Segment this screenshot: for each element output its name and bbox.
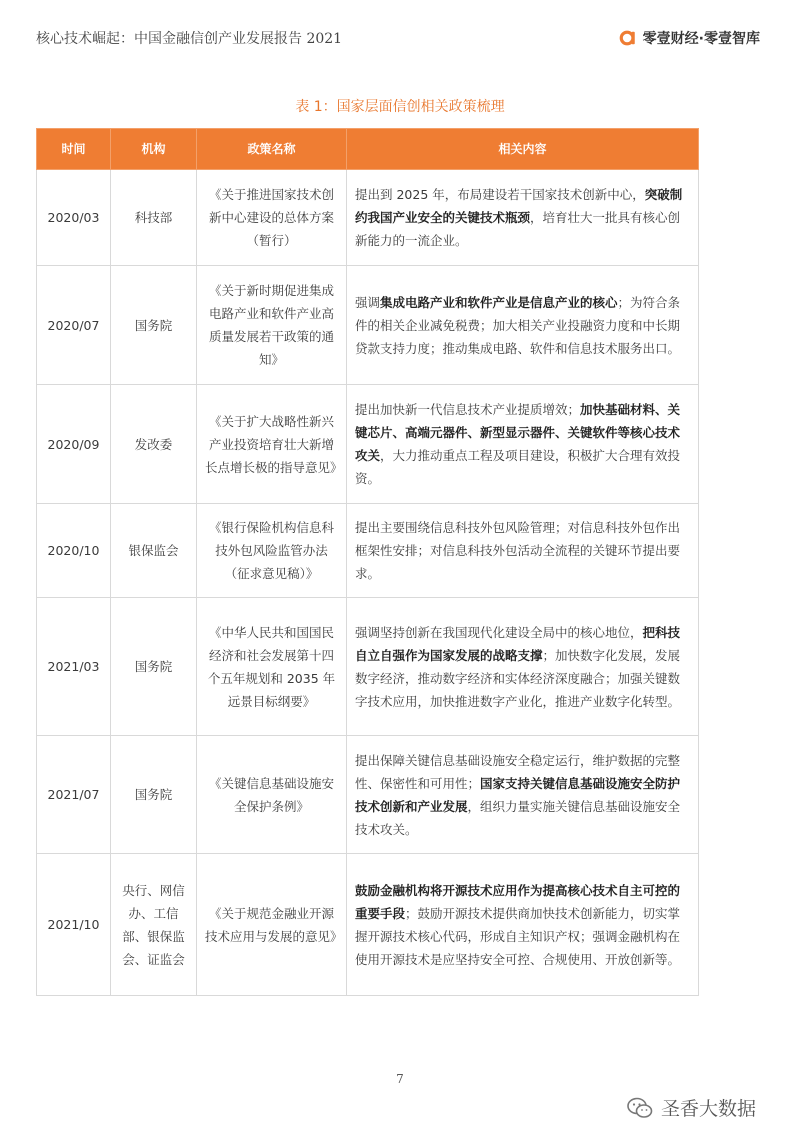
table-row — [37, 266, 699, 385]
content-highlight: 鼓励金融机构将开源技术应用作为提高核心技术自主可控的重要手段 — [355, 882, 681, 921]
page-header — [36, 18, 760, 58]
table-row — [37, 385, 699, 504]
content-text: 提出保障关键信息基础设施安全稳定运行，维护数据的完整性、保密性和可用性； — [355, 752, 681, 791]
cell-content — [347, 385, 699, 504]
page-number: 7 — [396, 1072, 404, 1086]
cell-org: 国务院 — [111, 736, 197, 854]
cell-time: 2021/07 — [37, 736, 111, 854]
cell-time: 2020/07 — [37, 266, 111, 385]
cell-content — [347, 170, 699, 266]
column-header-org: 机构 — [111, 129, 197, 170]
table-row — [37, 504, 699, 598]
column-header-time: 时间 — [37, 129, 111, 170]
content-highlight: 突破制约我国产业安全的关键技术瓶颈 — [355, 187, 683, 225]
brand-name: 零壹财经·零壹智库 — [642, 31, 760, 47]
content-text: 提出到 2025 年，布局建设若干国家技术创新中心， — [355, 187, 645, 202]
table-caption: 表 1：国家层面信创相关政策梳理 — [295, 99, 505, 115]
cell-org: 科技部 — [111, 170, 197, 266]
content-text: ，大力推动重点工程及项目建设，积极扩大合理有效投资。 — [355, 448, 681, 486]
cell-org: 发改委 — [111, 385, 197, 504]
brand — [619, 28, 760, 48]
cell-content — [347, 598, 699, 736]
content-text: 强调 — [355, 294, 381, 310]
cell-time: 2020/10 — [37, 504, 111, 598]
cell-time: 2020/09 — [37, 385, 111, 504]
content-text: ；为符合条件的相关企业减免税费；加大相关产业投融资力度和中长期贷款支持力度；推动集成电路、软件和信息技术服务出口。 — [355, 294, 681, 356]
content-highlight: 加快基础材料、关键芯片、高端元器件、新型显示器件、关键软件等核心技术攻关 — [355, 402, 681, 463]
cell-org: 国务院 — [111, 266, 197, 385]
table-header-row — [37, 129, 699, 170]
content-text: 强调坚持创新在我国现代化建设全局中的核心地位， — [355, 624, 643, 640]
report-title: 核心技术崛起：中国金融信创产业发展报告 2021 — [36, 31, 343, 47]
column-header-content: 相关内容 — [347, 129, 699, 170]
policy-table-container — [36, 128, 698, 996]
cell-policy-name: 《关于规范金融业开源技术应用与发展的意见》 — [197, 854, 347, 996]
cell-org: 央行、网信办、工信部、银保监会、证监会 — [111, 854, 197, 996]
cell-policy-name: 《关于扩大战略性新兴产业投资培育壮大新增长点增长极的指导意见》 — [197, 385, 347, 504]
cell-policy-name: 《关于推进国家技术创新中心建设的总体方案（暂行） — [197, 170, 347, 266]
table-row — [37, 170, 699, 266]
cell-policy-name: 《中华人民共和国国民经济和社会发展第十四个五年规划和 2035 年远景目标纲要》 — [197, 598, 347, 736]
table-row — [37, 598, 699, 736]
footer-brand-name: 圣香大数据 — [660, 1098, 756, 1120]
table-row — [37, 854, 699, 996]
content-text: ；加快数字化发展，发展数字经济，推动数字经济和实体经济深度融合；加强关键数字技术应用，加快推进数字产业化，推进产业数字化转型。 — [355, 647, 681, 709]
cell-policy-name: 《关于新时期促进集成电路产业和软件产业高质量发展若干政策的通知》 — [197, 266, 347, 385]
cell-content — [347, 736, 699, 854]
policy-table — [36, 128, 699, 996]
cell-time: 2021/10 — [37, 854, 111, 996]
cell-policy-name: 《关键信息基础设施安全保护条例》 — [197, 736, 347, 854]
column-header-policy-name: 政策名称 — [197, 129, 347, 170]
cell-content — [347, 266, 699, 385]
content-text: 提出主要围绕信息科技外包风险管理；对信息科技外包作出框架性安排；对信息科技外包活动全流程的关键环节提出要求。 — [355, 520, 681, 581]
cell-content — [347, 504, 699, 598]
content-text: ，培育壮大一批具有核心创新能力的一流企业。 — [355, 210, 681, 248]
table-row — [37, 736, 699, 854]
cell-time: 2020/03 — [37, 170, 111, 266]
cell-org: 国务院 — [111, 598, 197, 736]
content-text: ；鼓励开源技术提供商加快技术创新能力，切实掌握开源技术核心代码，形成自主知识产权；强调金融机构在使用开源技术是应坚持安全可控、合规使用、开放创新等。 — [355, 905, 681, 967]
content-text: 提出加快新一代信息技术产业提质增效； — [355, 402, 581, 417]
wechat-icon — [627, 1097, 653, 1119]
content-highlight: 集成电路产业和软件产业是信息产业的核心 — [380, 294, 618, 310]
cell-policy-name: 《银行保险机构信息科技外包风险监管办法（征求意见稿）》 — [197, 504, 347, 598]
footer-brand — [627, 1094, 756, 1121]
cell-content — [347, 854, 699, 996]
content-text: ，组织力量实施关键信息基础设施安全技术攻关。 — [355, 798, 681, 837]
cell-org: 银保监会 — [111, 504, 197, 598]
cell-time: 2021/03 — [37, 598, 111, 736]
content-highlight: 国家支持关键信息基础设施安全防护技术创新和产业发展 — [355, 775, 681, 814]
content-highlight: 把科技自立自强作为国家发展的战略支撑 — [355, 624, 681, 663]
brand-logo-icon — [619, 29, 637, 47]
